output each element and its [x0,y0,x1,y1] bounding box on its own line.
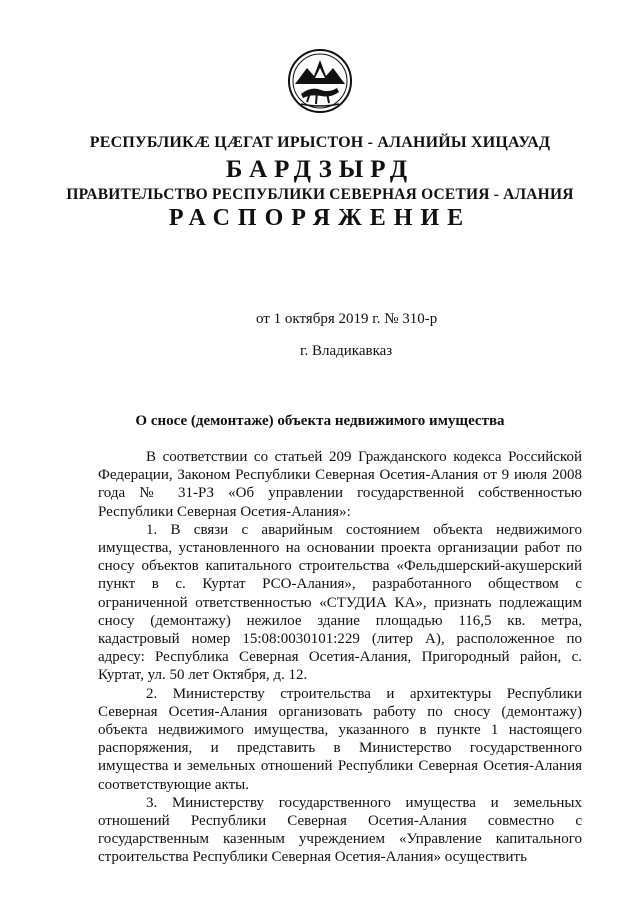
paragraph-item-2: 2. Министерству строительства и архитектуры Республики Северная Осетия-Алания организовать работу по сносу (демонтажу) объекта недвижимого имущества, указанного в пункте 1 настоящего распоряжения, и представить в Министерство государственного имущества и земельных отношений Республики Северная Осетия-Алания соответствующие акты. [98,685,582,793]
document-body [98,448,582,867]
document-date-number: от 1 октября 2019 г. № 310-р [256,311,438,327]
paragraph-item-1: 1. В связи с аварийным состоянием объекта недвижимого имущества, установленного на основании проекта организации работ по сносу объектов капитального строительства «Фельдшерский-акушерский пункт в с. Куртат РСО-Алания», разработанного обществом с ограниченной ответственностью «СТУДИА КА», признать подлежащим сносу (демонтажу) нежилое здание площадью 116,5 кв. метра, кадастровый номер 15:08:0030101:229 (литер А), расположенное по адресу: Республика Северная Осетия-Алания, Пригородный район, с. Куртат, ул. 50 лет Октября, д. 12. [98,521,582,684]
header-ossetian-government: РЕСПУБЛИКÆ ЦÆГАТ ИРЫСТОН - АЛАНИЙЫ ХИЦАУАД [89,134,551,151]
paragraph-item-3: 3. Министерству государственного имущества и земельных отношений Республики Северная Осетия-Алания совместно с государственным казенным учреждением «Управление капитального строительства Республики Северная Осетия-Алания» осуществить [98,794,582,866]
header-bardzyrd: БАРДЗЫРД [225,156,415,183]
coat-of-arms-emblem [287,48,353,114]
document-city: г. Владикавказ [300,343,393,359]
header-russian-government: ПРАВИТЕЛЬСТВО РЕСПУБЛИКИ СЕВЕРНАЯ ОСЕТИЯ - АЛАНИЯ [66,186,574,203]
document-subject: О сносе (демонтаже) объекта недвижимого имущества [135,413,505,429]
document-type-title: РАСПОРЯЖЕНИЕ [168,205,472,231]
paragraph-preamble: В соответствии со статьей 209 Гражданского кодекса Российской Федерации, Законом Республики Северная Осетия-Алания от 9 июля 2008 года № 31-РЗ «Об управлении государственной собственностью Республики Северная Осетия-Алания»: [98,449,582,520]
